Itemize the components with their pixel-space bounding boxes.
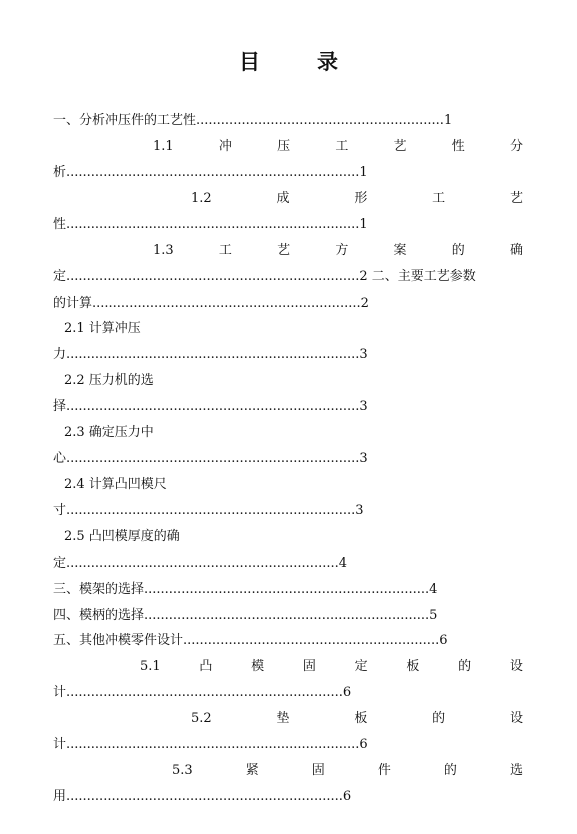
toc-word: 凸 — [199, 659, 213, 674]
toc-entry-2-4-cont: 寸......................................................................3 — [53, 503, 364, 518]
toc-word: 5.1 — [140, 659, 161, 674]
toc-word: 艺 — [393, 139, 407, 154]
toc-entry-5-2-cont: 计.......................................................................6 — [53, 737, 368, 752]
toc-word: 形 — [354, 191, 368, 206]
toc-word: 性 — [451, 139, 465, 154]
toc-entry-5-3 — [172, 763, 523, 779]
toc-word: 工 — [218, 243, 232, 258]
toc-entry-2-1-cont: 力.......................................................................3 — [53, 347, 368, 362]
toc-word: 工 — [432, 191, 446, 206]
toc-word: 的 — [432, 711, 446, 726]
toc-word: 1.2 — [191, 191, 212, 206]
toc-entry-2-cont: 的计算.................................................................2 — [53, 296, 369, 311]
toc-entry-5-2 — [191, 711, 523, 727]
toc-word: 的 — [443, 763, 457, 778]
toc-entry-2-3: 2.3 确定压力中 — [64, 425, 154, 440]
toc-word: 确 — [509, 243, 523, 258]
toc-word: 设 — [509, 711, 523, 726]
toc-entry-2-1: 2.1 计算冲压 — [64, 321, 141, 336]
toc-entry-2-4: 2.4 计算凸凹模尺 — [64, 477, 167, 492]
toc-word: 板 — [406, 659, 420, 674]
toc-entry-3: 三、模架的选择.....................................................................4 — [53, 582, 438, 597]
toc-word: 方 — [335, 243, 349, 258]
toc-entry-2-3-cont: 心.......................................................................3 — [53, 451, 368, 466]
toc-entry-1-2 — [191, 191, 523, 207]
toc-word: 5.2 — [191, 711, 212, 726]
toc-word: 设 — [509, 659, 523, 674]
toc-entry-1-2-cont: 性.......................................................................1 — [53, 217, 368, 232]
toc-entry-1-1-cont: 析.......................................................................1 — [53, 165, 368, 180]
toc-entry-5-3-cont: 用...................................................................6 — [53, 789, 352, 804]
toc-word: 垫 — [276, 711, 290, 726]
toc-entry-5: 五、其他冲模零件设计..............................................................6 — [53, 633, 448, 648]
toc-entry-1-1 — [153, 139, 523, 155]
toc-word: 板 — [354, 711, 368, 726]
toc-entry-2-2-cont: 择.......................................................................3 — [53, 399, 368, 414]
toc-word: 紧 — [245, 763, 259, 778]
toc-word: 5.3 — [172, 763, 193, 778]
toc-word: 模 — [251, 659, 265, 674]
toc-word: 压 — [277, 139, 291, 154]
toc-word: 分 — [509, 139, 523, 154]
toc-word: 案 — [393, 243, 407, 258]
toc-word: 固 — [311, 763, 325, 778]
toc-word: 1.3 — [153, 243, 174, 258]
toc-word: 定 — [354, 659, 368, 674]
toc-entry-4: 四、模柄的选择.....................................................................5 — [53, 608, 438, 623]
toc-word: 选 — [509, 763, 523, 778]
toc-entry-5-1 — [140, 659, 523, 675]
toc-word: 工 — [335, 139, 349, 154]
toc-word: 件 — [377, 763, 391, 778]
toc-entry-1-3 — [153, 243, 523, 259]
toc-entry-2-5-cont: 定..................................................................4 — [53, 556, 348, 571]
toc-word: 冲 — [218, 139, 232, 154]
toc-word: 艺 — [509, 191, 523, 206]
toc-word: 艺 — [277, 243, 291, 258]
toc-word: 固 — [302, 659, 316, 674]
toc-entry-2-5: 2.5 凸凹模厚度的确 — [64, 529, 180, 544]
toc-word: 成 — [276, 191, 290, 206]
toc-entry-5-1-cont: 计...................................................................6 — [53, 685, 352, 700]
toc-word: 的 — [458, 659, 472, 674]
toc-entry-2-2: 2.2 压力机的选 — [64, 373, 154, 388]
toc-word: 的 — [451, 243, 465, 258]
toc-entry-1-3-cont: 定.......................................................................2 二、主要工艺参数 — [53, 269, 476, 284]
toc-word: 1.1 — [153, 139, 174, 154]
toc-entry-1: 一、分析冲压件的工艺性............................................................1 — [53, 113, 453, 128]
page-title: 目 录 — [239, 50, 356, 74]
